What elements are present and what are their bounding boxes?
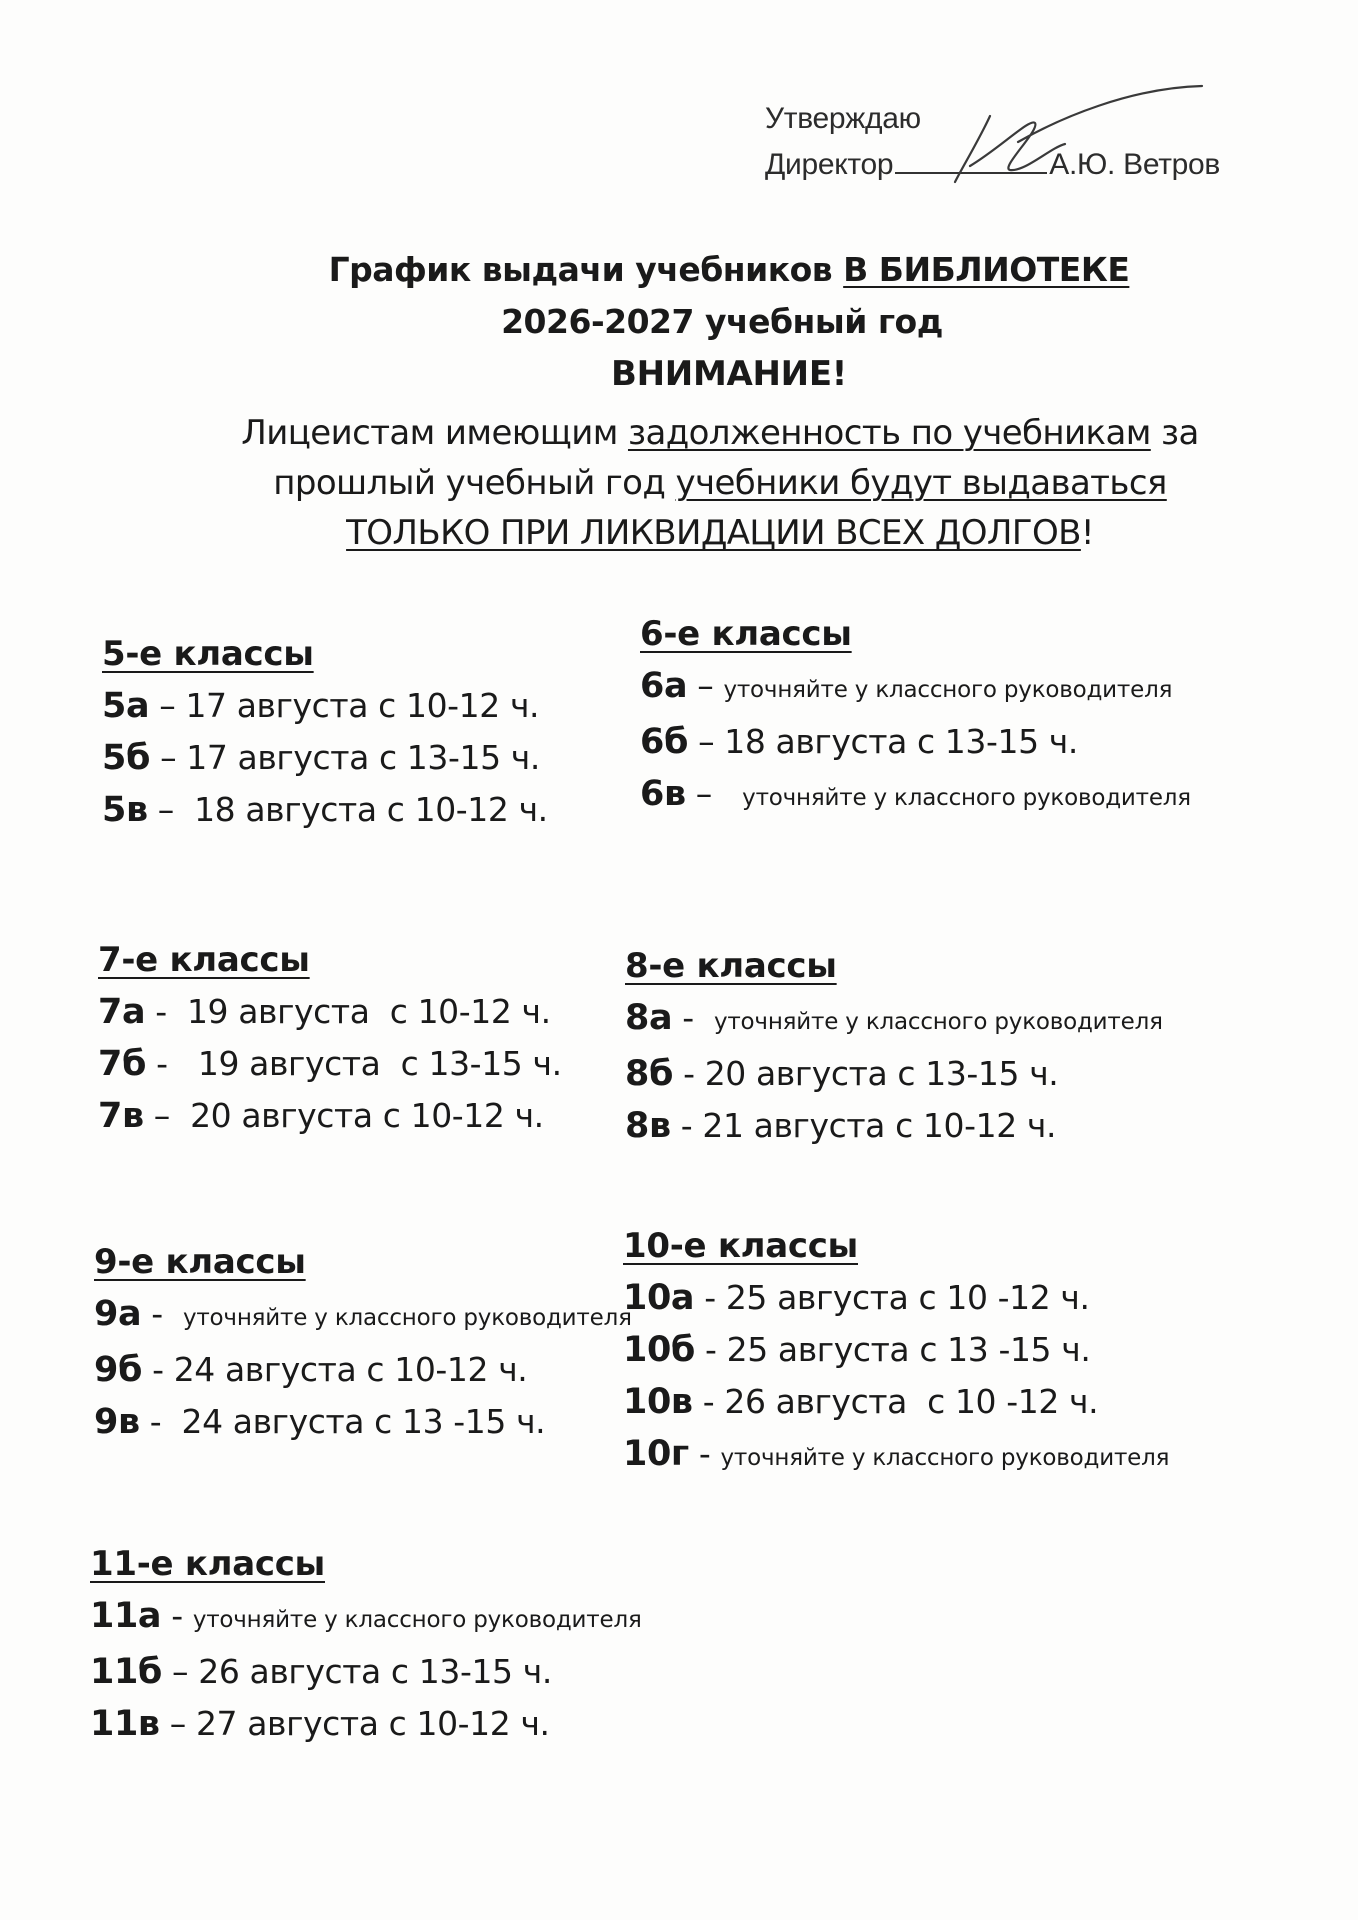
group-title: 11-е классы [90, 1544, 325, 1584]
separator: – [687, 666, 724, 705]
notice-text-1: Лицеистам имеющим [241, 413, 628, 453]
group-grade-8 [625, 946, 1163, 1152]
separator: - [672, 998, 714, 1037]
schedule-row [623, 1428, 1169, 1484]
schedule-date: 18 августа с 13-15 ч. [724, 722, 1078, 761]
schedule-note: уточняйте у классного руководителя [713, 1009, 1163, 1035]
group-grade-11 [90, 1544, 642, 1750]
group-grade-5 [102, 634, 548, 836]
schedule-row [102, 784, 548, 836]
class-name: 9а [94, 1294, 142, 1334]
class-name: 10в [623, 1382, 693, 1422]
schedule-date: 17 августа с 13-15 ч. [186, 738, 540, 777]
director-name: А.Ю. Ветров [1049, 148, 1221, 181]
separator: - [692, 1382, 725, 1421]
class-name: 6б [640, 722, 688, 762]
separator: – [159, 1704, 196, 1743]
schedule-row [623, 1376, 1169, 1428]
notice-underline-2: учебники будут выдаваться [675, 463, 1167, 503]
separator: - [142, 1350, 174, 1389]
separator: – [685, 774, 743, 813]
notice-underline-1: задолженность по учебникам [627, 413, 1151, 453]
group-title: 8-е классы [625, 946, 837, 986]
group-grade-6 [640, 614, 1191, 824]
class-name: 6в [640, 774, 686, 814]
separator: – [688, 722, 725, 761]
title-underlined: В БИБЛИОТЕКЕ [843, 250, 1130, 289]
director-signature [940, 78, 1210, 188]
separator: - [145, 992, 187, 1031]
schedule-row [90, 1646, 642, 1698]
academic-year: 2026-2027 учебный год [501, 302, 943, 341]
group-title: 10-е классы [623, 1226, 858, 1266]
separator: - [670, 1106, 703, 1145]
schedule-note: уточняйте у классного руководителя [720, 1445, 1170, 1471]
schedule-date: 24 августа с 10-12 ч. [173, 1350, 528, 1389]
separator: – [150, 738, 187, 777]
schedule-row [625, 992, 1163, 1048]
separator: - [139, 1402, 182, 1441]
class-name: 8в [625, 1106, 671, 1146]
schedule-row [98, 986, 562, 1038]
schedule-row [94, 1396, 632, 1448]
schedule-row [625, 1048, 1163, 1100]
schedule-row [102, 680, 548, 732]
schedule-note: уточняйте у классного руководителя [723, 677, 1173, 703]
schedule-date: 25 августа с 10 -12 ч. [725, 1278, 1090, 1317]
class-name: 11а [90, 1596, 162, 1636]
class-name: 5б [102, 738, 150, 778]
schedule-row [98, 1090, 562, 1142]
schedule-note: уточняйте у классного руководителя [742, 785, 1191, 811]
separator: - [694, 1278, 726, 1317]
group-title: 9-е классы [94, 1242, 306, 1282]
approval-line-approve: Утверждаю [765, 102, 921, 135]
schedule-row [94, 1344, 632, 1396]
group-title: 7-е классы [98, 940, 310, 980]
class-name: 7б [98, 1044, 146, 1084]
schedule-date: 26 августа с 10 -12 ч. [724, 1382, 1099, 1421]
class-name: 10г [623, 1434, 689, 1474]
schedule-row [623, 1272, 1169, 1324]
schedule-date: 26 августа с 13-15 ч. [198, 1652, 552, 1691]
class-name: 11б [90, 1652, 162, 1692]
separator: - [161, 1596, 193, 1635]
attention-heading: ВНИМАНИЕ! [611, 354, 847, 394]
class-name: 10б [623, 1330, 695, 1370]
schedule-date: 19 августа с 13-15 ч. [197, 1044, 562, 1083]
schedule-date: 27 августа с 10-12 ч. [195, 1704, 550, 1743]
schedule-row [640, 660, 1191, 716]
notice-text-3: ! [1080, 513, 1094, 553]
separator: – [147, 790, 195, 829]
group-grade-7 [98, 940, 562, 1142]
class-name: 9б [94, 1350, 142, 1390]
class-name: 5а [102, 686, 150, 726]
schedule-row [98, 1038, 562, 1090]
schedule-date: 25 августа с 13 -15 ч. [726, 1330, 1091, 1369]
schedule-date: 17 августа с 10-12 ч. [185, 686, 540, 725]
notice-underline-3: ТОЛЬКО ПРИ ЛИКВИДАЦИИ ВСЕХ ДОЛГОВ [346, 513, 1081, 553]
schedule-date: 20 августа с 13-15 ч. [704, 1054, 1059, 1093]
separator: - [673, 1054, 705, 1093]
class-name: 8б [625, 1054, 673, 1094]
schedule-note: уточняйте у классного руководителя [192, 1607, 642, 1633]
schedule-date: 20 августа с 10-12 ч. [190, 1096, 544, 1135]
separator: - [694, 1330, 727, 1369]
schedule-date: 21 августа с 10-12 ч. [702, 1106, 1057, 1145]
class-name: 10а [623, 1278, 695, 1318]
class-name: 6а [640, 666, 688, 706]
separator: - [688, 1434, 721, 1473]
class-name: 11в [90, 1704, 160, 1744]
director-label: Директор [765, 148, 894, 181]
schedule-note: уточняйте у классного руководителя [182, 1305, 632, 1331]
title-plain: График выдачи учебников [328, 250, 844, 289]
separator: - [141, 1294, 183, 1333]
schedule-row [90, 1590, 642, 1646]
schedule-row [102, 732, 548, 784]
schedule-date: 19 августа с 10-12 ч. [186, 992, 551, 1031]
separator: - [146, 1044, 198, 1083]
class-name: 7а [98, 992, 146, 1032]
class-name: 9в [94, 1402, 140, 1442]
debt-notice [220, 408, 1220, 558]
schedule-row [94, 1288, 632, 1344]
group-grade-10 [623, 1226, 1169, 1484]
schedule-row [623, 1324, 1169, 1376]
notice-text-2: за прошлый учебный год [273, 413, 1199, 503]
schedule-row [625, 1100, 1163, 1152]
separator: – [149, 686, 186, 725]
class-name: 8а [625, 998, 673, 1038]
group-grade-9 [94, 1242, 632, 1448]
schedule-date: 24 августа с 13 -15 ч. [181, 1402, 546, 1441]
group-title: 5-е классы [102, 634, 314, 674]
group-title: 6-е классы [640, 614, 852, 654]
schedule-row [90, 1698, 642, 1750]
separator: – [161, 1652, 199, 1691]
schedule-date: 18 августа с 10-12 ч. [194, 790, 548, 829]
schedule-row [640, 768, 1191, 824]
class-name: 7в [98, 1096, 144, 1136]
page-title [50, 250, 1358, 289]
schedule-row [640, 716, 1191, 768]
separator: – [143, 1096, 191, 1135]
class-name: 5в [102, 790, 148, 830]
